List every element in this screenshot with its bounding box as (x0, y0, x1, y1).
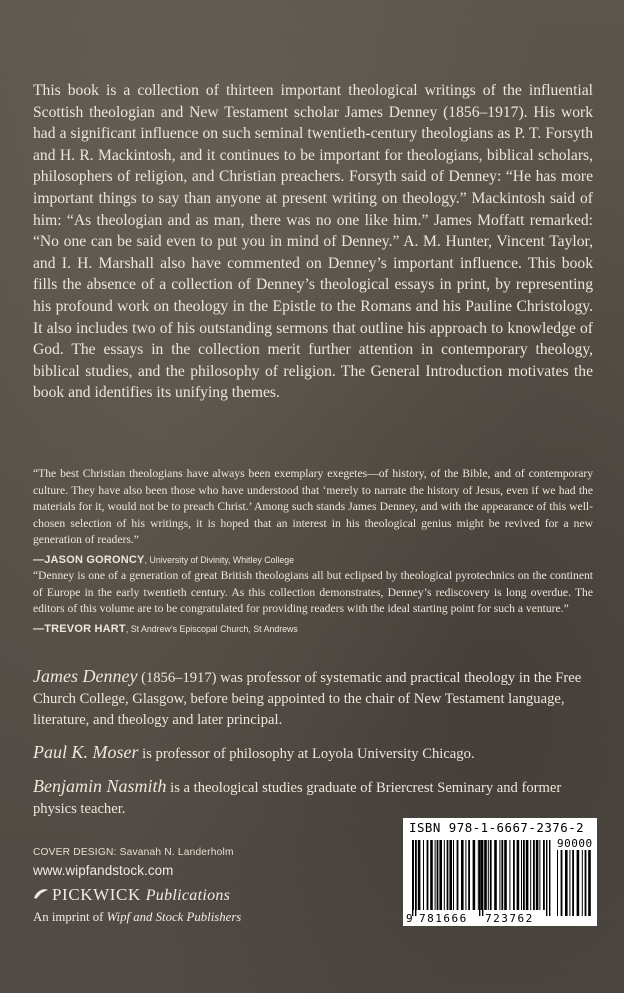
barcode-bar (461, 840, 464, 910)
endorser-affiliation: , St Andrew’s Episcopal Church, St Andrews (125, 623, 298, 634)
barcode-bar (484, 840, 487, 910)
addon-barcode-bar (572, 850, 574, 916)
bio-text: is a theological studies graduate of Briercrest Seminary and former physics teacher. (33, 780, 562, 817)
barcode-digits-right: 723762 (485, 912, 534, 925)
endorsement-attribution (33, 552, 593, 569)
barcode-bar (521, 840, 522, 910)
addon-barcode-bar (585, 850, 587, 916)
barcode-bar (533, 840, 535, 910)
endorsement-hart (33, 568, 593, 637)
barcode-graphic (403, 818, 597, 926)
publisher-credits (33, 846, 293, 925)
bio-text: is professor of philosophy at Loyola University Chicago. (138, 746, 475, 762)
barcode-bar (539, 840, 540, 910)
bio-text: (1856–1917) was professor of systematic and practical theology in the Free Church College, Glasgow, before being appointed to the chair of New Testament language, literature, and theology and later principal. (33, 670, 582, 728)
bio-name: James Denney (33, 666, 138, 686)
barcode-bar (530, 840, 531, 910)
barcode-bar (499, 840, 500, 910)
barcode-bar (423, 840, 424, 910)
pickwick-feather-logo-icon (33, 887, 49, 903)
barcode-bar (523, 840, 525, 910)
addon-barcode-bar (588, 850, 591, 916)
barcode-bar (543, 840, 545, 910)
barcode-bar (490, 840, 492, 910)
addon-barcode-bar (565, 850, 568, 916)
cover-design-credit: COVER DESIGN: Savanah N. Landerholm (33, 847, 234, 858)
barcode-bar (494, 840, 497, 910)
publisher-name-italic: Publications (145, 887, 231, 904)
addon-barcode-bar (569, 850, 570, 916)
isbn-barcode (403, 818, 597, 926)
publisher-name (33, 884, 293, 906)
barcode-bar (488, 840, 489, 910)
addon-barcode-bar (577, 850, 580, 916)
book-description: This book is a collection of thirteen important theological writings of the influential Scottish theologian and New Testament scholar James Denney (1856–1917). His work had a significant influence on such seminal twentieth-century theologians as P. T. Forsyth and H. R. Mackintosh, and it continues to be important for theologians, biblical scholars, philosophers of religion, and Christian preachers. Forsyth said of Denney: “He has more important things to say than anyone at present writing on theology.” Mackintosh said of him: “As theologian and as man, there was no one like him.” James Moffatt remarked: “No one can be said even to put you in mind of Denney.” A. M. Hunter, Vincent Taylor, and I. H. Marshall also have commented on Denney’s important influence. This book fills the absence of a collection of Denney’s theological essays in print, by representing his profound work on theology in the Epistle to the Romans and his Pauline Christology. It also includes two of his outstanding sermons that outline his approach to knowledge of God. The essays in the collection merit further attention in contemporary theology, biblical studies, and the philosophy of religion. The General Introduction motivates the book and identifies its unifying themes. (33, 82, 593, 402)
bio-name: Benjamin Nasmith (33, 776, 167, 796)
barcode-bar (427, 840, 429, 910)
addon-barcode-bar (557, 850, 558, 916)
endorsement-goroncy (33, 466, 593, 569)
imprint-prefix: An imprint of (33, 910, 107, 924)
barcode-bar (517, 840, 520, 910)
barcode-bar (526, 840, 529, 910)
bio-james-denney (33, 666, 595, 730)
barcode-bar (473, 840, 476, 910)
endorsement-text: “Denney is one of a generation of great British theologians all but eclipsed by theological pyrotechnics on the continent of Europe in the early twentieth century. As this collection demonstrates, Denney’s rediscovery is long overdue. The editors of this volume are to be congratulated for providing readers with the ideal starting point for such a venture.” (33, 569, 593, 616)
barcode-bar (418, 840, 421, 910)
isbn-number: ISBN 978-1-6667-2376-2 (409, 820, 585, 835)
addon-barcode-bar (582, 850, 583, 916)
barcode-bar (437, 840, 439, 910)
barcode-bar (468, 840, 470, 910)
barcode-guard-bar (479, 840, 480, 916)
barcode-bar (453, 840, 454, 910)
barcode-digit-lead: 9 (406, 912, 413, 925)
publisher-website: www.wipfandstock.com (33, 863, 174, 878)
barcode-bar (447, 840, 449, 910)
price-code: 90000 (557, 837, 593, 850)
barcode-guard-bar (412, 840, 413, 916)
endorser-name: —TREVOR HART (33, 622, 126, 635)
barcode-digits-left: 781666 (419, 912, 468, 925)
barcode-bar (449, 840, 452, 910)
imprint-publisher: Wipf and Stock Publishers (106, 910, 242, 924)
barcode-bar (501, 840, 503, 910)
endorsement-text: “The best Christian theologians have always been exemplary exegetes—of history, of the Bible, and of contemporary culture. They have also been those who have understood that ‘merely to narrate the history of Jesus, even if we had the materials for it, would not be to preach Christ.’ Among such stands James Denney, and with the appearance of this well-chosen selection of his writings, it is hoped that an interest in his theological genius might be revived for a new generation of readers.” (33, 467, 593, 547)
barcode-bar (509, 840, 510, 910)
barcode-guard-bar (546, 840, 547, 916)
endorsement-attribution (33, 621, 593, 638)
imprint-line (33, 909, 293, 925)
barcode-bar (536, 840, 539, 910)
addon-barcode-bar (561, 850, 563, 916)
barcode-bar (430, 840, 433, 910)
endorser-name: —JASON GORONCY (33, 553, 145, 566)
barcode-guard-bar (415, 840, 416, 916)
endorser-affiliation: , University of Divinity, Whitley College (144, 554, 295, 565)
bio-benjamin-nasmith (33, 776, 595, 820)
publisher-name-caps: PICKWICK (52, 885, 141, 904)
barcode-bar (435, 840, 436, 910)
barcode-bar (444, 840, 445, 910)
barcode-bar (513, 840, 515, 910)
bio-paul-moser (33, 742, 595, 765)
barcode-guard-bar (549, 840, 550, 916)
barcode-bar (478, 840, 479, 910)
barcode-bar (457, 840, 459, 910)
barcode-bar (504, 840, 507, 910)
barcode-guard-bar (482, 840, 483, 916)
barcode-bar (439, 840, 442, 910)
barcode-bar (465, 840, 466, 910)
bio-name: Paul K. Moser (33, 742, 139, 762)
